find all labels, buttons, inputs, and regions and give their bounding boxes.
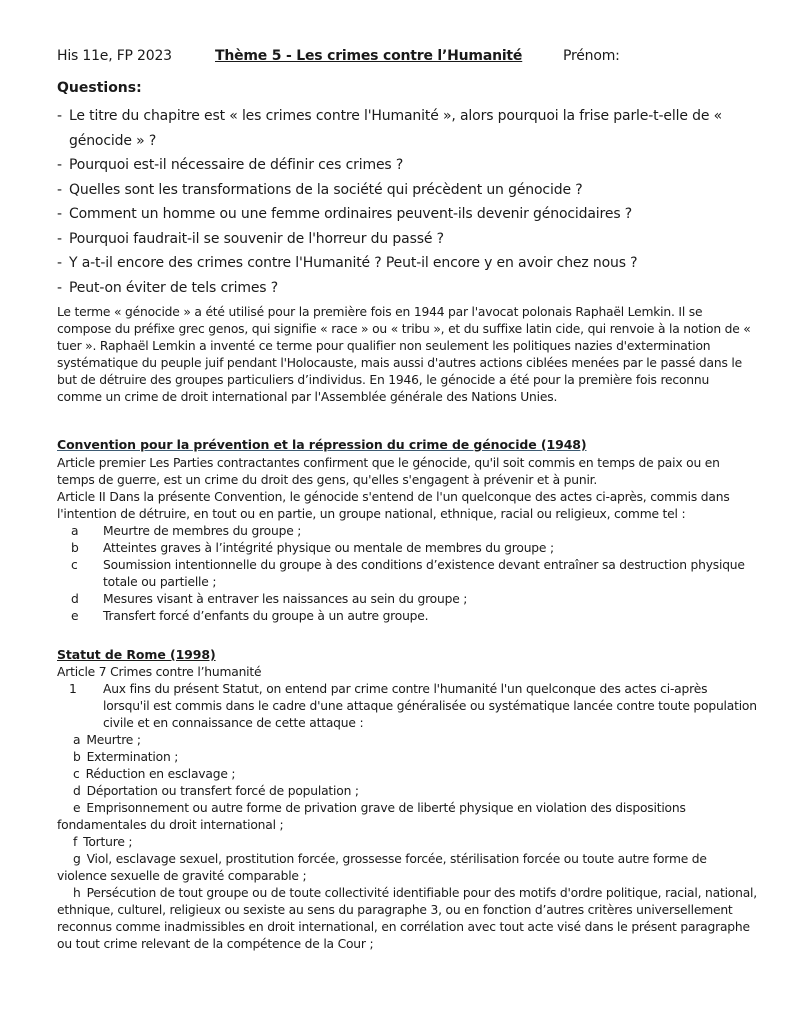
question-item: - Quelles sont les transformations de la société qui précèdent un génocide ? xyxy=(57,178,757,203)
convention-article-1: Article premier Les Parties contractantes confirment que le génocide, qu'il soit commis en temps de paix ou en temps de guerre, est un crime du droit des gens, qu'elles s'engagent à prévenir et à punir. xyxy=(57,456,720,487)
questions-heading: Questions: xyxy=(57,80,142,96)
question-item: - Peut-on éviter de tels crimes ? xyxy=(57,276,757,301)
question-item: - Pourquoi faudrait-il se souvenir de l'horreur du passé ? xyxy=(57,227,757,252)
rome-acts-list xyxy=(57,732,757,953)
list-item: d Mesures visant à entraver les naissances au sein du groupe ; xyxy=(71,592,468,606)
list-item: h Persécution de tout groupe ou de toute collectivité identifiable pour des motifs d'ordre politique, racial, national, ethnique, culturel, religieux ou sexiste au sens du paragraphe 3, ou en fonction d’autres critères universellement reconnus comme inadmissibles en droit international, en corrélation avec tout acte visé dans le présent paragraphe ou tout crime relevant de la compétence de la Cour ; xyxy=(57,886,757,951)
convention-article-2: Article II Dans la présente Convention, le génocide s'entend de l'un quelconque des actes ci-après, commis dans l'intention de détruire, en tout ou en partie, un groupe national, ethnique, racial ou religieux, comme tel : xyxy=(57,490,730,521)
dash-bullet: - xyxy=(57,181,62,198)
rome-paragraph-1: 1 Aux fins du présent Statut, on entend par crime contre l'humanité l'un quelconque des actes ci-après lorsqu'il est commis dans le cadre d'une attaque généralisée ou systématique lancée contre toute population civile et en connaissance de cette attaque : xyxy=(69,682,757,730)
list-item: g Viol, esclavage sexuel, prostitution forcée, grossesse forcée, stérilisation forcée ou toute autre forme de violence sexuelle de gravité comparable ; xyxy=(57,852,707,883)
dash-bullet: - xyxy=(57,108,62,124)
list-item: b Atteintes graves à l’intégrité physique ou mentale de membres du groupe ; xyxy=(71,541,554,555)
dash-bullet: - xyxy=(57,279,62,296)
question-item: - Le titre du chapitre est « les crimes contre l'Humanité », alors pourquoi la frise parle-t-elle de « génocide » ? xyxy=(57,104,757,153)
dash-bullet: - xyxy=(57,206,62,222)
question-item: - Pourquoi est-il nécessaire de définir ces crimes ? xyxy=(57,153,757,178)
dash-bullet: - xyxy=(57,157,62,173)
rome-statute-heading: Statut de Rome (1998) xyxy=(57,647,216,662)
rome-statute-text xyxy=(57,664,757,953)
dash-bullet: - xyxy=(57,255,62,271)
rome-article-title: Article 7 Crimes contre l’humanité xyxy=(57,665,262,679)
convention-text xyxy=(57,455,757,625)
question-item: - Y a-t-il encore des crimes contre l'Humanité ? Peut-il encore y en avoir chez nous ? xyxy=(57,251,757,276)
questions-list xyxy=(57,104,757,300)
course-label: His 11e, FP 2023 xyxy=(57,48,172,64)
list-item: b Extermination ; xyxy=(73,750,179,764)
list-item: c Soumission intentionnelle du groupe à des conditions d’existence devant entraîner sa destruction physique totale ou partielle ; xyxy=(71,558,745,589)
list-item: e Emprisonnement ou autre forme de privation grave de liberté physique en violation des dispositions fondamentales du droit international ; xyxy=(57,801,686,832)
question-item: - Comment un homme ou une femme ordinaires peuvent-ils devenir génocidaires ? xyxy=(57,202,757,227)
intro-paragraph: Le terme « génocide » a été utilisé pour la première fois en 1944 par l'avocat polonais Raphaël Lemkin. Il se compose du préfixe grec genos, qui signifie « race » ou « tribu », et du suffixe latin cide, qui renvoie à la notion de « tuer ». Raphaël Lemkin a inventé ce terme pour qualifier non seulement les politiques nazies d'extermination systématique du peuple juif pendant l'Holocauste, mais aussi d'autres actions ciblées menées par le passé dans le but de détruire des groupes particuliers d’individus. En 1946, le génocide a été pour la première fois reconnu comme un crime de droit international par l'Assemblée générale des Nations Unies. xyxy=(57,305,751,404)
list-item: e Transfert forcé d’enfants du groupe à un autre groupe. xyxy=(71,609,429,623)
name-field-label: Prénom: xyxy=(563,48,620,64)
page-title: Thème 5 - Les crimes contre l’Humanité xyxy=(215,48,523,64)
list-item: f Torture ; xyxy=(73,835,133,849)
list-item: c Réduction en esclavage ; xyxy=(73,767,236,781)
list-item: a Meurtre de membres du groupe ; xyxy=(71,524,302,538)
page-header xyxy=(57,48,757,68)
dash-bullet: - xyxy=(57,230,62,247)
list-item: d Déportation ou transfert forcé de population ; xyxy=(73,784,359,798)
list-item: a Meurtre ; xyxy=(73,733,141,747)
convention-heading: Convention pour la prévention et la répression du crime de génocide (1948) xyxy=(57,437,587,452)
convention-acts-list xyxy=(57,523,757,625)
